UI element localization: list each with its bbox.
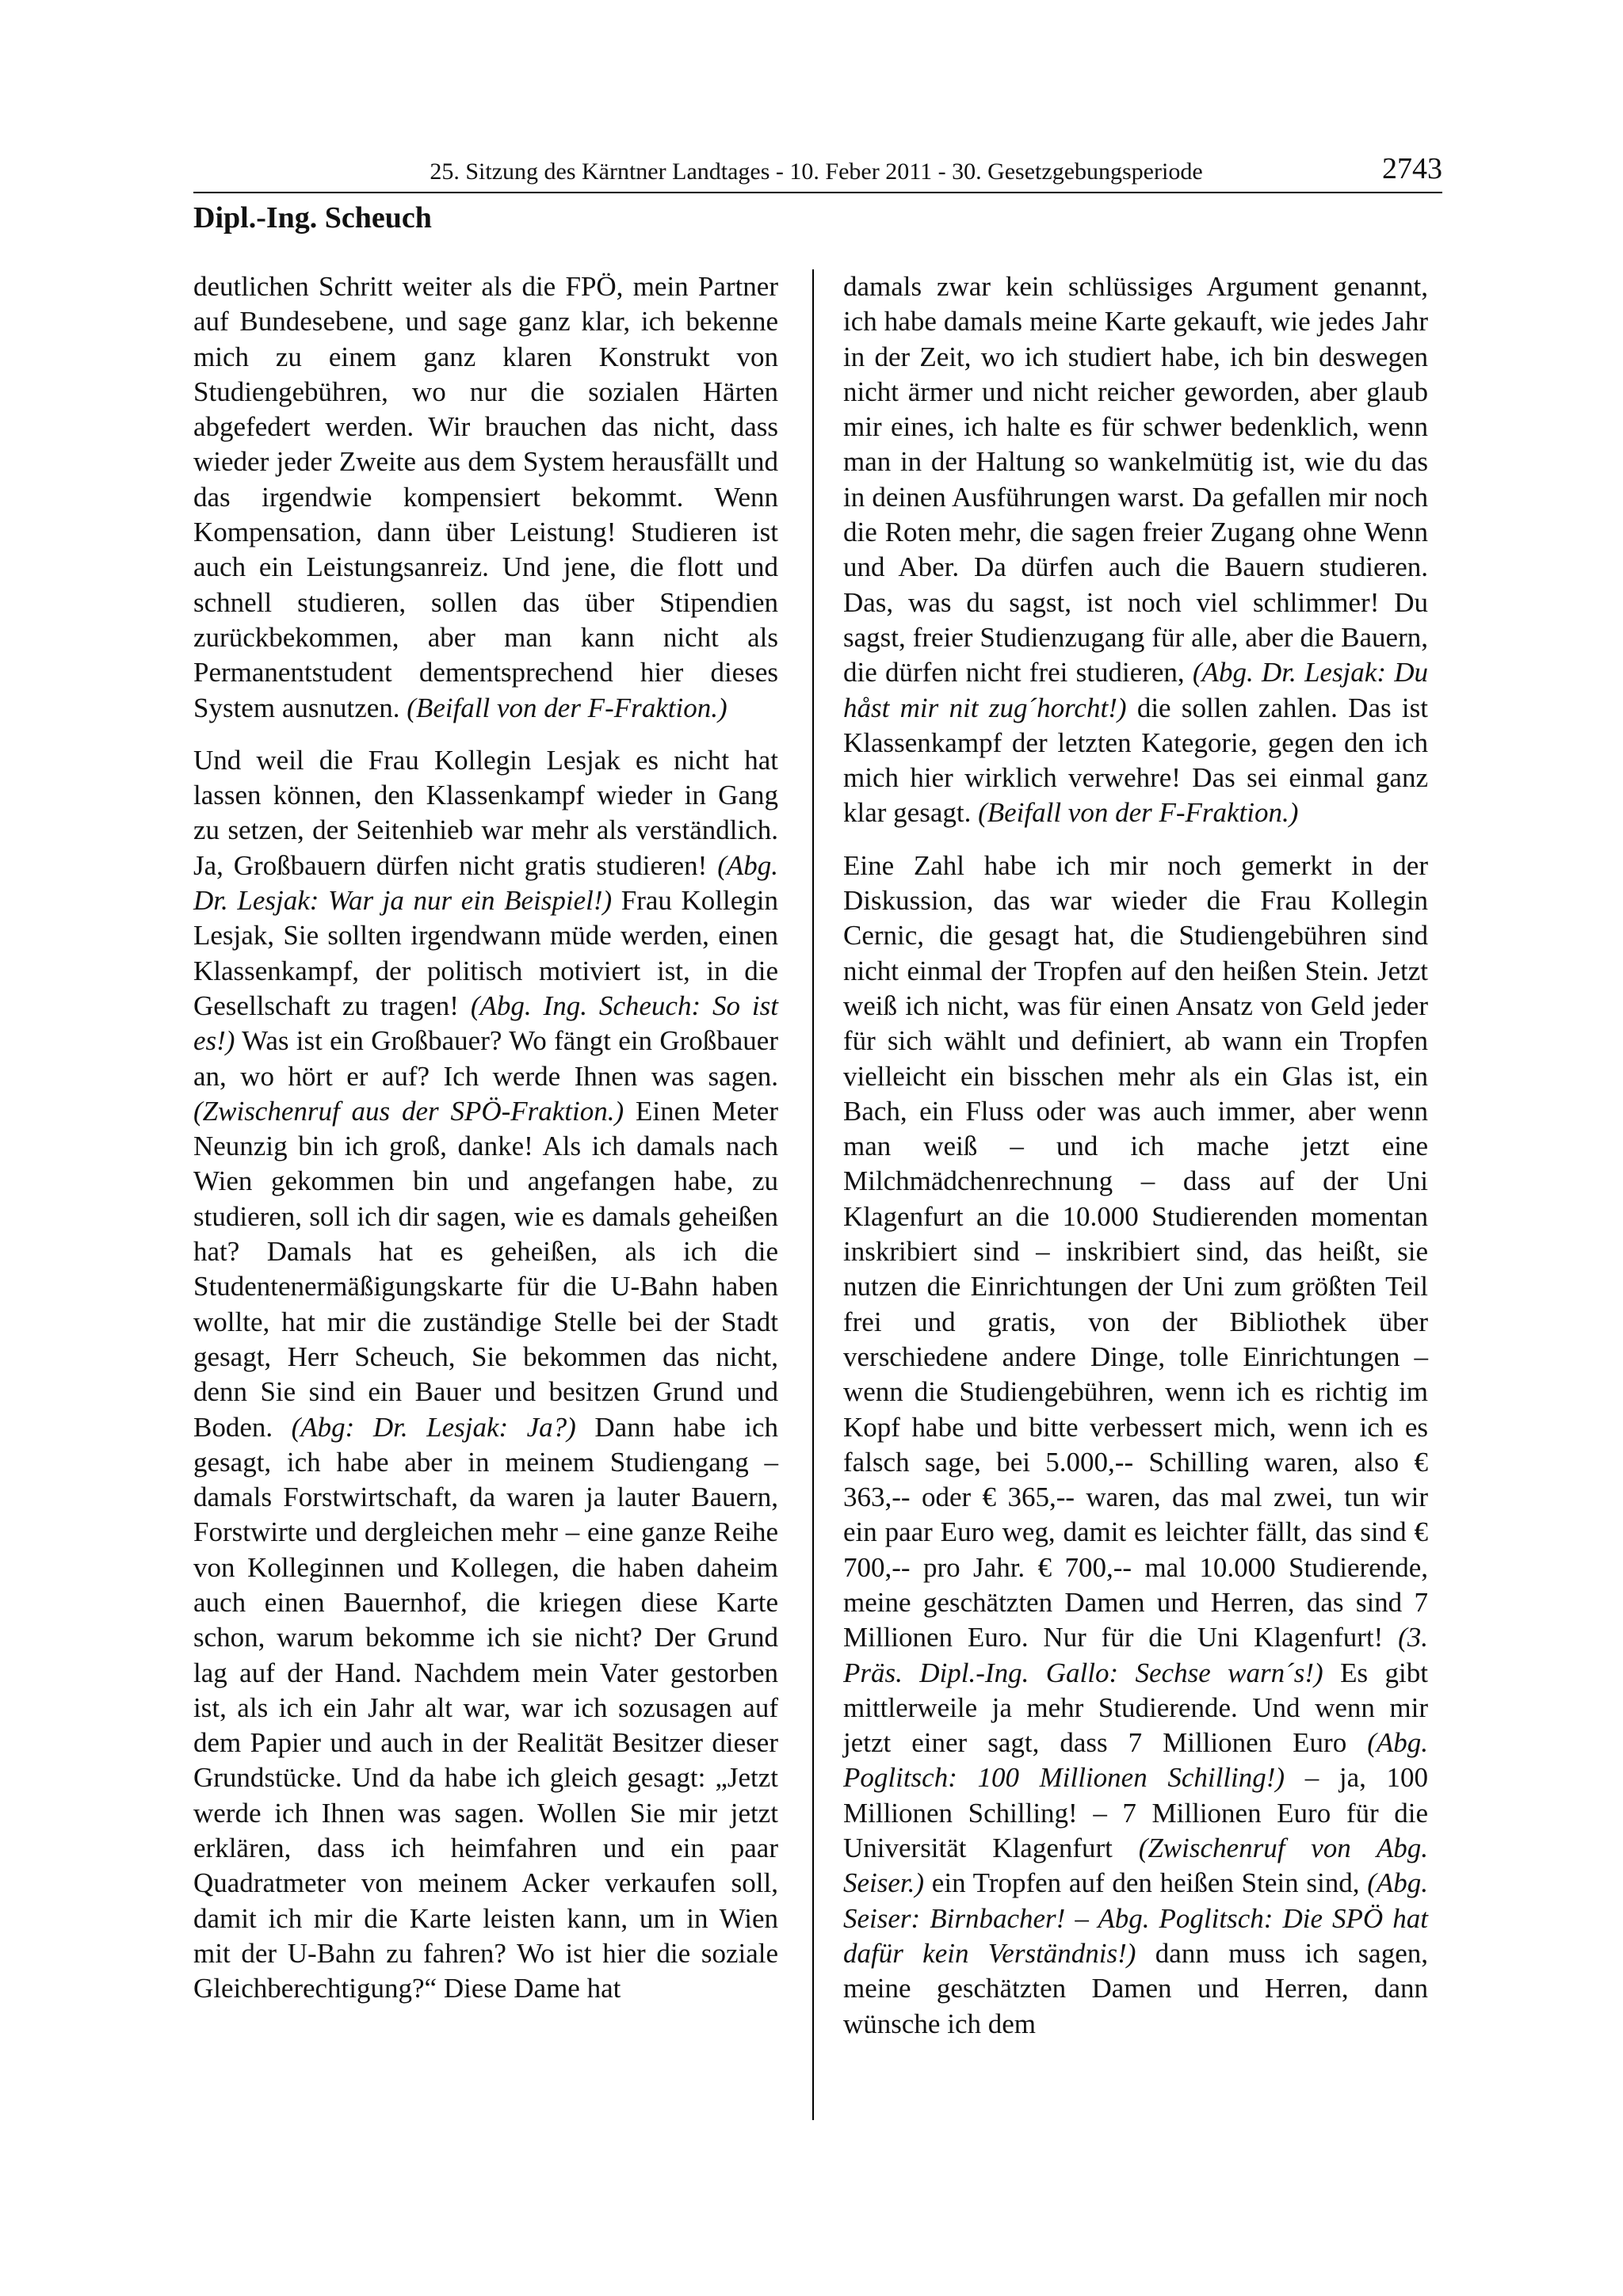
column-divider [812,269,814,2120]
interjection: (Abg. Seiser: Birnbacher! – Abg. Poglitsch: Die SPÖ hat dafür kein Verständnis!) [843,1867,1428,1969]
speech-text: die sollen zahlen. Das ist Klassenkampf der letzten Kategorie, gegen den ich mich hier wirklich verwehre! Das sei einmal ganz klar gesagt. [843,692,1428,829]
text-column-right [843,269,1428,2059]
interjection: (3. Präs. Dipl.-Ing. Gallo: Sechse warn´s!) [843,1622,1428,1688]
speech-text: damals zwar kein schlüssiges Argument genannt, ich habe damals meine Karte gekauft, wie jedes Jahr in der Zeit, wo ich studiert habe, ich bin deswegen nicht ärmer und nicht reicher geworden, aber glaub mir eines, ich halte es für schwer bedenklich, wenn man in der Haltung so wankelmütig ist, wie du das in deinen Ausführungen warst. Da gefallen mir noch die Roten mehr, die sagen freier Zugang ohne Wenn und Aber. Da dürfen auch die Bauern studieren. Das, was du sagst, ist noch viel schlimmer! Du sagst, freier Studienzugang für alle, aber die Bauern, die dürfen nicht frei studieren, [843,271,1428,688]
speech-text: Eine Zahl habe ich mir noch gemerkt in der Diskussion, das war wieder die Frau Kollegin Cernic, die gesagt hat, die Studiengebühren sind nicht einmal der Tropfen auf den heißen Stein. Jetzt weiß ich nicht, was für einen Ansatz von Geld jeder für sich wählt und definiert, ab wann ein Tropfen vielleicht ein bisschen mehr als ein Glas ist, ein Bach, ein Fluss oder was auch immer, aber wenn man weiß – und ich mache jetzt eine Milchmädchenrechnung – dass auf der Uni Klagenfurt an die 10.000 Studierenden momentan inskribiert sind – inskribiert sind, das heißt, sie nutzen die Einrichtungen der Uni zum größten Teil frei und gratis, von der Bibliothek über verschiedene andere Dinge, tolle Einrichtungen – wenn die Studiengebühren, wenn ich es richtig im Kopf habe und bitte verbessert mich, wenn ich es falsch sage, bei 5.000,-- Schilling waren, also € 363,-- oder € 365,-- waren, das mal zwei, tun wir ein paar Euro weg, damit es leichter fällt, das sind € 700,-- pro Jahr. € 700,-- mal 10.000 Studierende, meine geschätzten Damen und Herren, das sind 7 Millionen Euro. Nur für die Uni Klagenfurt! [843,849,1428,1653]
interjection: (Zwischenruf aus der SPÖ-Fraktion.) [193,1095,624,1127]
paragraph [193,269,778,726]
interjection: (Abg. Dr. Lesjak: Du håst mir nit zug´horcht!) [843,657,1428,723]
speech-text: dann muss ich sagen, meine geschätzten Damen und Herren, dann wünsche ich dem [843,1937,1429,2039]
speech-text: ein Tropfen auf den heißen Stein sind, [924,1867,1368,1899]
interjection: (Beifall von der F-Fraktion.) [407,692,727,723]
speech-text: Was ist ein Großbauer? Wo fängt ein Großbauer an, wo hört er auf? Ich werde Ihnen was sagen. [193,1025,778,1092]
paragraph [193,743,778,2007]
speech-text: Dann habe ich gesagt, ich habe aber in meinem Studiengang – damals Forstwirtschaft, da waren ja lauter Bauern, Forstwirte und dergleichen mehr – eine ganze Reihe von Kolleginnen und Kollegen, die haben daheim auch einen Bauernhof, die kriegen diese Karte schon, warum bekomme ich sie nicht? Der Grund lag auf der Hand. Nachdem mein Vater gestorben ist, als ich ein Jahr alt war, war ich sozusagen auf dem Papier und auch in der Realität Besitzer dieser Grundstücke. Und da habe ich gleich gesagt: „Jetzt werde ich Ihnen was sagen. Wollen Sie mir jetzt erklären, dass ich heimfahren und ein paar Quadratmeter von meinem Acker verkaufen soll, damit ich mir die Karte leisten kann, um in Wien mit der U-Bahn zu fahren? Wo ist hier die soziale Gleichberechtigung?“ Diese Dame hat [193,1411,778,2004]
text-column-left [193,269,778,2024]
speech-text: Es gibt mittlerweile ja mehr Studierende. Und wenn mir jetzt einer sagt, dass 7 Millionen Euro [843,1657,1428,1759]
header-title: 25. Sitzung des Kärntner Landtages - 10. Feber 2011 - 30. Gesetzgebungsperiode [430,158,1203,185]
interjection: (Zwischenruf von Abg. Seiser.) [843,1833,1428,1899]
interjection: (Beifall von der F-Fraktion.) [978,797,1299,829]
interjection: (Abg. Poglitsch: 100 Millionen Schilling!) [843,1727,1428,1794]
interjection: (Abg. Dr. Lesjak: War ja nur ein Beispiel!) [193,849,778,917]
header-rule [193,192,1442,193]
interjection: (Abg. Ing. Scheuch: So ist es!) [193,990,778,1057]
speech-text: – ja, 100 Millionen Schilling! – 7 Millionen Euro für die Universität Klagenfurt [843,1762,1428,1864]
speech-text: deutlichen Schritt weiter als die FPÖ, mein Partner auf Bundesebene, und sage ganz klar, ich bekenne mich zu einem ganz klaren Konstrukt von Studiengebühren, wo nur die sozialen Härten abgefedert werden. Wir brauchen das nicht, dass wieder jeder Zweite aus dem System herausfällt und das irgendwie kompensiert bekommt. Wenn Kompensation, dann über Leistung! Studieren ist auch ein Leistungsanreiz. Und jene, die flott und schnell studieren, sollen das über Stipendien zurückbekommen, aber man kann nicht als Permanentstudent dementsprechend hier dieses System ausnutzen. [193,271,778,723]
speaker-name: Dipl.-Ing. Scheuch [193,201,432,235]
speech-text: Einen Meter Neunzig bin ich groß, danke! Als ich damals nach Wien gekommen bin und angefangen habe, zu studieren, soll ich dir sagen, wie es damals geheißen hat? Damals hat es geheißen, als ich die Studentenermäßigungskarte für die U-Bahn haben wollte, hat mir die zuständige Stelle bei der Stadt gesagt, Herr Scheuch, Sie bekommen das nicht, denn Sie sind ein Bauer und besitzen Grund und Boden. [193,1095,778,1443]
interjection: (Abg: Dr. Lesjak: Ja?) [291,1411,576,1443]
page-number: 2743 [1382,152,1442,185]
speech-text: Und weil die Frau Kollegin Lesjak es nicht hat lassen können, den Klassenkampf wieder in Gang zu setzen, der Seitenhieb war mehr als verständlich. Ja, Großbauern dürfen nicht gratis studieren! [193,744,778,881]
paragraph [843,849,1428,2042]
speech-text: Frau Kollegin Lesjak, Sie sollten irgendwann müde werden, einen Klassenkampf, der politisch motiviert ist, in die Gesellschaft zu tragen! [193,885,779,1021]
paragraph [843,269,1428,831]
